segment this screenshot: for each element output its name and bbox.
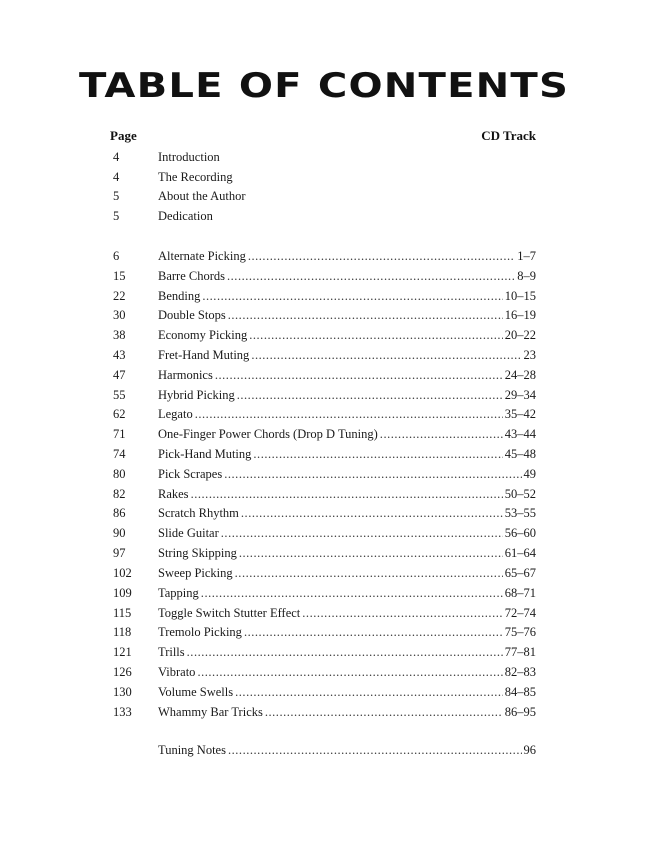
dot-leader <box>228 741 522 759</box>
dot-leader <box>187 643 503 661</box>
toc-entry-title: The Recording <box>158 170 233 184</box>
dot-leader <box>228 306 503 324</box>
toc-page-number: 90 <box>113 526 126 540</box>
toc-cd-track: 77–81 <box>504 645 536 659</box>
toc-entry-title: Bending <box>158 289 201 303</box>
toc-page-number: 30 <box>113 308 126 322</box>
toc-row <box>0 306 648 324</box>
toc-page-number: 5 <box>113 189 120 203</box>
toc-row <box>0 386 648 404</box>
toc-entry-title: Slide Guitar <box>158 526 219 540</box>
dot-leader <box>235 683 503 701</box>
toc-row <box>0 703 648 721</box>
toc-intro-row <box>0 148 648 166</box>
dot-leader <box>191 485 503 503</box>
toc-cd-track: 45–48 <box>504 447 536 461</box>
toc-intro-row <box>0 187 648 205</box>
toc-page-number: 47 <box>113 368 126 382</box>
toc-row <box>0 366 648 384</box>
toc-cd-track: 61–64 <box>504 546 536 560</box>
toc-row <box>0 287 648 305</box>
toc-cd-track: 8–9 <box>517 269 536 283</box>
dot-leader <box>248 247 515 265</box>
toc-entry-title: String Skipping <box>158 546 237 560</box>
dot-leader <box>227 267 515 285</box>
toc-entry-title: Double Stops <box>158 308 226 322</box>
toc-page-number: 97 <box>113 546 126 560</box>
toc-entry-title: Tapping <box>158 586 199 600</box>
toc-page-number: 102 <box>113 566 132 580</box>
toc-page-number: 115 <box>113 606 132 620</box>
toc-row <box>0 544 648 562</box>
toc-page-number: 55 <box>113 388 126 402</box>
dot-leader <box>251 346 521 364</box>
toc-row <box>0 564 648 582</box>
toc-page-number: 5 <box>113 209 120 223</box>
toc-cd-track: 75–76 <box>504 625 536 639</box>
toc-cd-track: 56–60 <box>504 526 536 540</box>
toc-entry-title: Economy Picking <box>158 328 248 342</box>
toc-cd-track: 65–67 <box>504 566 536 580</box>
dot-leader <box>215 366 503 384</box>
dot-leader <box>197 663 502 681</box>
toc-row <box>0 247 648 265</box>
toc-entry-title: Scratch Rhythm <box>158 506 239 520</box>
toc-page-number: 62 <box>113 407 126 421</box>
toc-cd-track: 49 <box>523 467 536 481</box>
toc-row <box>0 465 648 483</box>
toc-entry-title: Pick-Hand Muting <box>158 447 252 461</box>
toc-cd-track: 72–74 <box>504 606 536 620</box>
toc-cd-track: 29–34 <box>504 388 536 402</box>
toc-cd-track: 20–22 <box>504 328 536 342</box>
dot-leader <box>265 703 503 721</box>
toc-row <box>0 405 648 423</box>
toc-cd-track: 68–71 <box>504 586 536 600</box>
toc-row <box>0 425 648 443</box>
toc-page-number: 38 <box>113 328 126 342</box>
toc-row <box>0 683 648 701</box>
toc-page-number: 15 <box>113 269 126 283</box>
toc-entry-title: Volume Swells <box>158 685 234 699</box>
toc-cd-track: 86–95 <box>504 705 536 719</box>
toc-page-number: 109 <box>113 586 132 600</box>
toc-cd-track: 43–44 <box>504 427 536 441</box>
toc-row <box>0 485 648 503</box>
toc-entry-title: Introduction <box>158 150 220 164</box>
dot-leader <box>202 287 502 305</box>
toc-row <box>0 445 648 463</box>
toc-entry-title: Pick Scrapes <box>158 467 223 481</box>
toc-page-number: 126 <box>113 665 132 679</box>
toc-page-number: 82 <box>113 487 126 501</box>
toc-row <box>0 524 648 542</box>
toc-row <box>0 346 648 364</box>
toc-entry-title: About the Author <box>158 189 246 203</box>
toc-page-number: 74 <box>113 447 126 461</box>
toc-row <box>0 584 648 602</box>
dot-leader <box>241 504 503 522</box>
toc-entry-title: Hybrid Picking <box>158 388 235 402</box>
dot-leader <box>302 604 502 622</box>
toc-cd-track: 10–15 <box>504 289 536 303</box>
cd-track-column-header: CD Track <box>481 128 536 143</box>
toc-page-number: 4 <box>113 150 120 164</box>
toc-page-number: 4 <box>113 170 120 184</box>
toc-cd-track: 35–42 <box>504 407 536 421</box>
toc-cd-track: 23 <box>523 348 536 362</box>
toc-entry-title: Fret-Hand Muting <box>158 348 250 362</box>
toc-entry-title: Trills <box>158 645 185 659</box>
toc-tuning-row <box>0 741 648 759</box>
toc-entry-title: Whammy Bar Tricks <box>158 705 263 719</box>
dot-leader <box>224 465 521 483</box>
dot-leader <box>237 386 503 404</box>
toc-cd-track: 16–19 <box>504 308 536 322</box>
toc-entry-title: Legato <box>158 407 193 421</box>
toc-row <box>0 623 648 641</box>
toc-entry-title: Tuning Notes <box>158 743 226 757</box>
toc-entry-title: One-Finger Power Chords (Drop D Tuning) <box>158 427 378 441</box>
dot-leader <box>235 564 503 582</box>
dot-leader <box>195 405 503 423</box>
toc-page-number: 71 <box>113 427 126 441</box>
toc-cd-track: 50–52 <box>504 487 536 501</box>
toc-entry-title: Barre Chords <box>158 269 225 283</box>
toc-page-number: 22 <box>113 289 126 303</box>
page-title: TABLE OF CONTENTS <box>78 66 570 106</box>
toc-page-number: 133 <box>113 705 132 719</box>
toc-row <box>0 267 648 285</box>
toc-page-number: 86 <box>113 506 126 520</box>
toc-row <box>0 643 648 661</box>
dot-leader <box>249 326 503 344</box>
toc-entry-title: Toggle Switch Stutter Effect <box>158 606 301 620</box>
toc-entry-title: Dedication <box>158 209 213 223</box>
toc-entry-title: Alternate Picking <box>158 249 246 263</box>
toc-page-number: 130 <box>113 685 132 699</box>
toc-entry-title: Vibrato <box>158 665 196 679</box>
toc-row <box>0 604 648 622</box>
toc-page-number: 121 <box>113 645 132 659</box>
toc-row <box>0 663 648 681</box>
toc-intro-row <box>0 168 648 186</box>
dot-leader <box>239 544 503 562</box>
toc-cd-track: 82–83 <box>504 665 536 679</box>
dot-leader <box>201 584 503 602</box>
toc-row <box>0 326 648 344</box>
toc-row <box>0 504 648 522</box>
toc-entry-title: Rakes <box>158 487 189 501</box>
toc-cd-track: 53–55 <box>504 506 536 520</box>
toc-page-number: 43 <box>113 348 126 362</box>
toc-cd-track: 96 <box>523 743 536 757</box>
toc-cd-track: 84–85 <box>504 685 536 699</box>
dot-leader <box>253 445 502 463</box>
toc-page-number: 118 <box>113 625 132 639</box>
toc-page-number: 80 <box>113 467 126 481</box>
toc-intro-row <box>0 207 648 225</box>
toc-cd-track: 24–28 <box>504 368 536 382</box>
toc-page-number: 6 <box>113 249 120 263</box>
page-column-header: Page <box>110 128 137 143</box>
toc-entry-title: Tremolo Picking <box>158 625 242 639</box>
dot-leader <box>244 623 503 641</box>
toc-cd-track: 1–7 <box>517 249 536 263</box>
dot-leader <box>221 524 503 542</box>
toc-entry-title: Sweep Picking <box>158 566 233 580</box>
dot-leader <box>380 425 503 443</box>
toc-entry-title: Harmonics <box>158 368 213 382</box>
